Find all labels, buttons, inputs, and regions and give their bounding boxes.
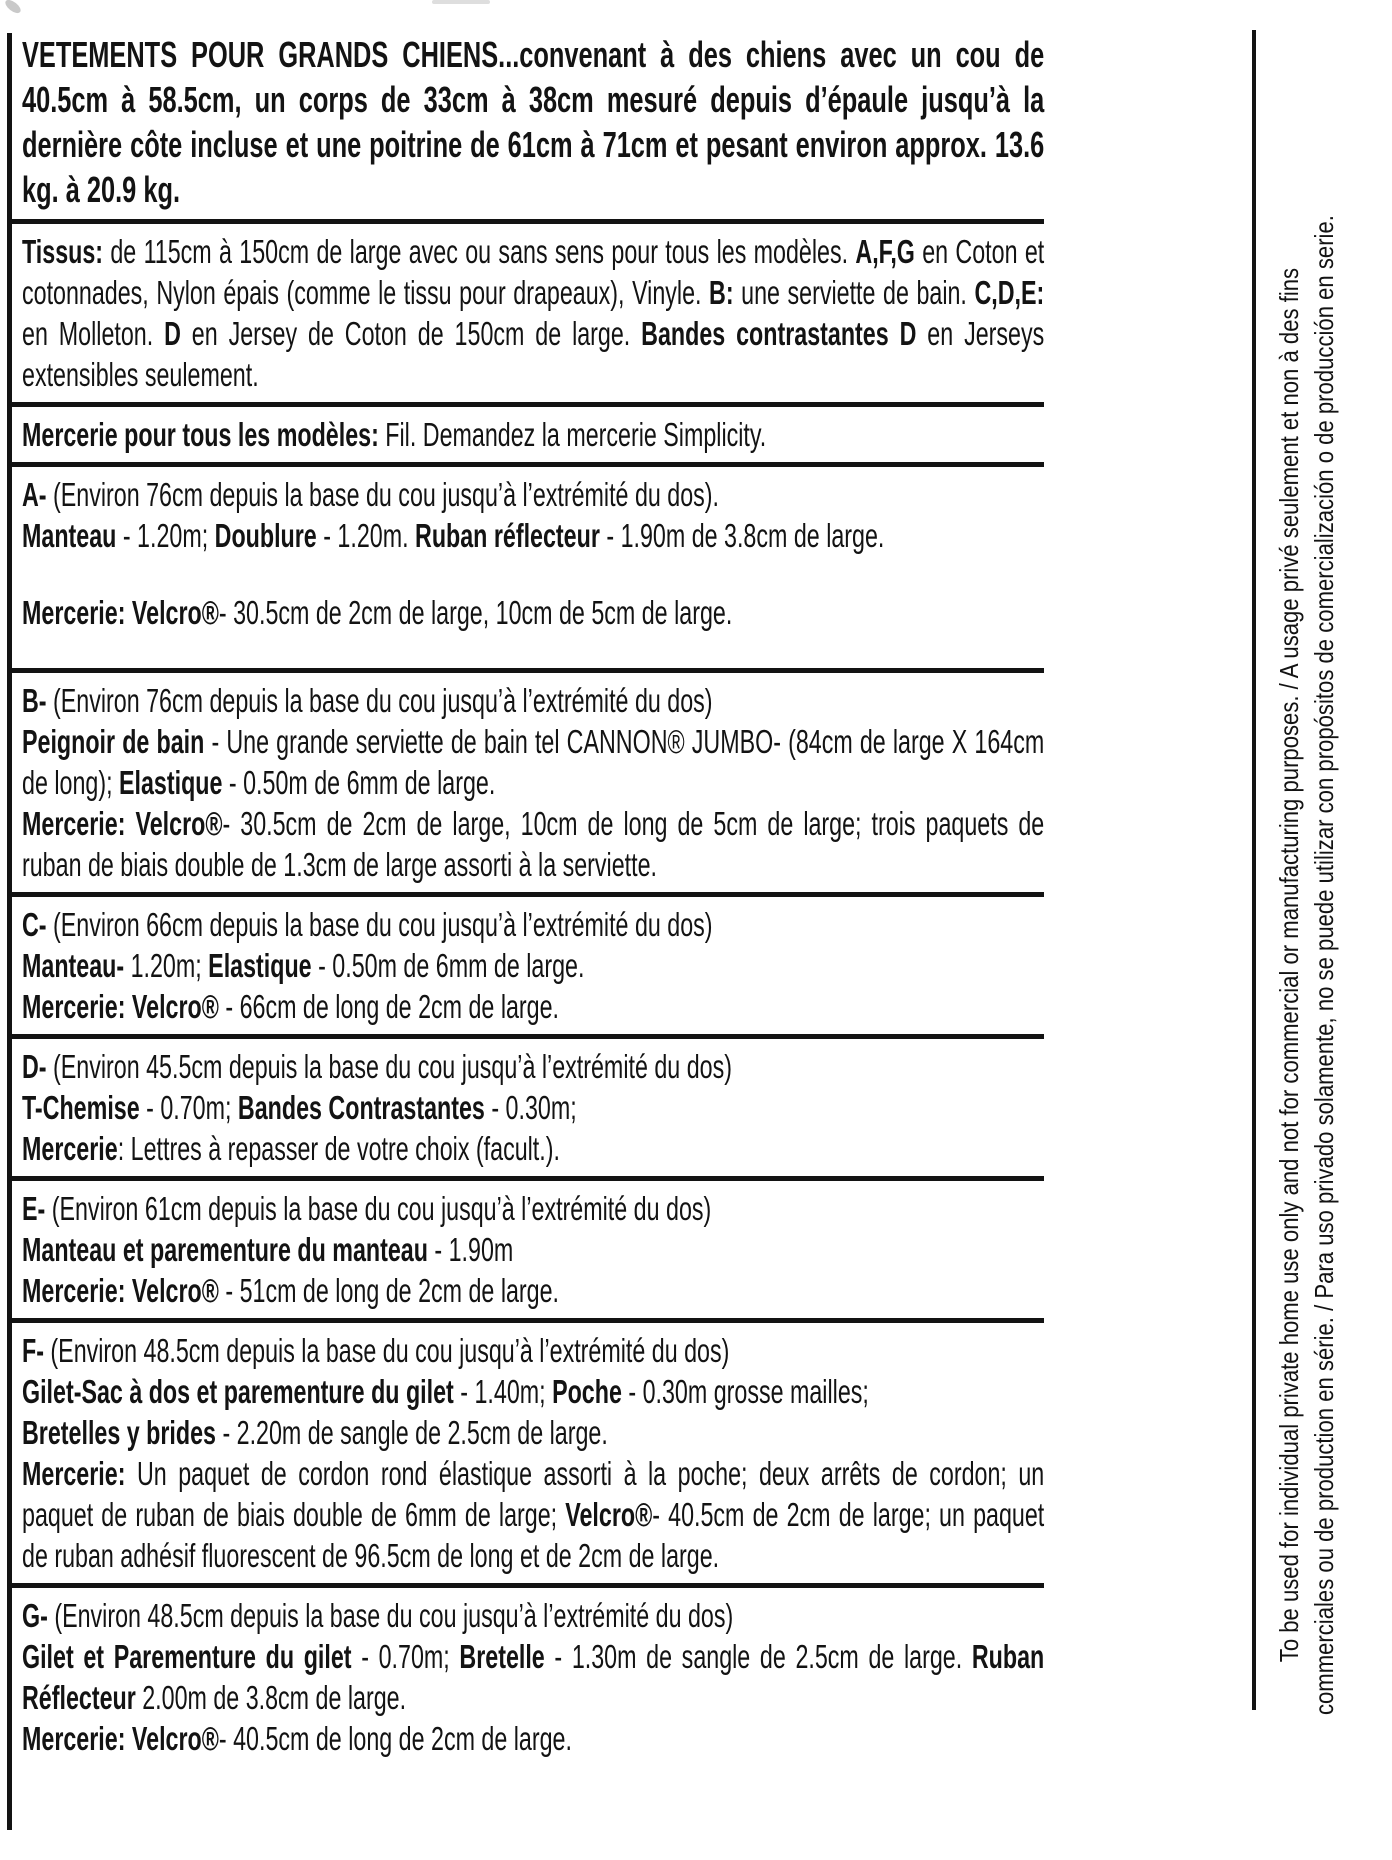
bold-text: G-: [22, 1597, 48, 1634]
text: en Molleton.: [22, 315, 165, 352]
vue-b-mercerie-paragraph: [22, 803, 1044, 885]
divider: [8, 1583, 1044, 1588]
bold-text: Mercerie pour tous les modèles:: [22, 416, 379, 453]
text: - 0.70m;: [139, 1089, 238, 1126]
text: (Environ 61cm depuis la base du cou jusqu’à l’extrémité du dos): [45, 1190, 712, 1227]
vue-b-yardage-paragraph: [22, 721, 1044, 803]
vue-a-measure-paragraph: [22, 474, 1044, 515]
vue-f-yardage-paragraph: [22, 1371, 1044, 1412]
text: en Jersey de Coton de 150cm de large.: [180, 315, 642, 352]
bold-text: Manteau: [22, 517, 117, 554]
bold-text: Gilet et Parementure du gilet: [22, 1638, 352, 1675]
text: 2.00m de 3.8cm de large.: [135, 1679, 407, 1716]
vue-a-yardage-paragraph: [22, 515, 1044, 556]
bold-text: Mercerie: Velcro®: [22, 805, 223, 842]
text: - Une grande serviette de bain tel CANNON® JUMBO- (84cm de large X 164cm de long);: [22, 723, 1045, 801]
tissus-paragraph: [22, 231, 1044, 395]
divider: [8, 1034, 1044, 1039]
text: en Jerseys extensibles seulement.: [22, 315, 1045, 393]
side-note-line-1: To be used for individual private home use only and not for commercial or manufacturing purposes. / A usage privé seulement et non à des fins: [1274, 267, 1304, 1663]
text: : Lettres à repasser de votre choix (facult.).: [117, 1130, 560, 1167]
vue-a-mercerie-paragraph: [22, 592, 1044, 633]
section-vue-b: [8, 678, 1044, 887]
text: - 1.20m;: [116, 517, 215, 554]
text-block: [22, 231, 1044, 395]
text: (Environ 66cm depuis la base du cou jusqu’à l’extrémité du dos): [46, 906, 713, 943]
text-block: [22, 1046, 1044, 1169]
vue-d-yardage-paragraph: [22, 1087, 1044, 1128]
vue-b-measure-paragraph: [22, 680, 1044, 721]
bold-text: Tissus:: [22, 233, 104, 270]
section-vue-f: [8, 1328, 1044, 1578]
text: - 30.5cm de 2cm de large, 10cm de long de 5cm de large; trois paquets de ruban de biais double de 1.3cm de large assorti à la serviette.: [22, 805, 1045, 883]
text: - 66cm de long de 2cm de large.: [218, 988, 560, 1025]
text: 1.20m;: [124, 947, 209, 984]
text: (Environ 76cm depuis la base du cou jusqu’à l’extrémité du dos): [46, 682, 713, 719]
text: de 115cm à 150cm de large avec ou sans sens pour tous les modèles.: [103, 233, 856, 270]
vue-g-measure-paragraph: [22, 1595, 1044, 1636]
vue-d-mercerie-paragraph: [22, 1128, 1044, 1169]
bold-text: Mercerie: Velcro®: [22, 988, 219, 1025]
vue-e-measure-paragraph: [22, 1188, 1044, 1229]
text-block: [22, 1330, 1044, 1576]
text-block: [22, 1188, 1044, 1311]
bold-text: Elastique: [119, 764, 223, 801]
text: (Environ 45.5cm depuis la base du cou jusqu’à l’extrémité du dos): [46, 1048, 732, 1085]
bold-text: Bretelle: [459, 1638, 545, 1675]
section-vue-d: [8, 1044, 1044, 1171]
bold-text: A,F,G: [855, 233, 915, 270]
divider: [8, 1318, 1044, 1323]
print-smudge: [432, 0, 490, 4]
notions-yardage-panel: [8, 30, 1044, 1761]
section-vue-a: [8, 472, 1044, 663]
bold-text: F-: [22, 1332, 44, 1369]
mercerie-tous-paragraph: [22, 414, 1044, 455]
section-vue-e: [8, 1186, 1044, 1313]
bold-text: Mercerie: Velcro®: [22, 1720, 219, 1757]
text: - 1.20m.: [316, 517, 416, 554]
bold-text: Bandes Contrastantes: [237, 1089, 485, 1126]
bold-text: C-: [22, 906, 47, 943]
vue-g-yardage-paragraph: [22, 1636, 1044, 1718]
vue-f-straps-paragraph: [22, 1412, 1044, 1453]
divider: [8, 462, 1044, 467]
text: (Environ 48.5cm depuis la base du cou jusqu’à l’extrémité du dos): [47, 1597, 734, 1634]
bold-text: Manteau-: [22, 947, 125, 984]
bold-text: Bretelles y brides: [22, 1414, 216, 1451]
text: - 0.50m de 6mm de large.: [222, 764, 496, 801]
bold-text: Velcro®: [565, 1496, 653, 1533]
text: en Coton et cotonnades, Nylon épais (comme le tissu pour drapeaux), Vinyle.: [22, 233, 1045, 311]
bold-text: Bandes contrastantes D: [641, 315, 917, 352]
bold-text: Gilet-Sac à dos et parementure du gilet: [22, 1373, 454, 1410]
bold-text: Manteau et parementure du manteau: [22, 1231, 428, 1268]
text: - 40.5cm de long de 2cm de large.: [218, 1720, 572, 1757]
vue-c-mercerie-paragraph: [22, 986, 1044, 1027]
text: - 40.5cm de 2cm de large; un paquet de ruban adhésif fluorescent de 96.5cm de long et de 2cm de large.: [22, 1496, 1045, 1574]
text: - 51cm de long de 2cm de large.: [218, 1272, 560, 1309]
text: une serviette de bain.: [733, 274, 975, 311]
bold-text: A-: [22, 476, 47, 513]
bold-text: C,D,E:: [974, 274, 1045, 311]
divider: [8, 402, 1044, 407]
bold-text: VETEMENTS POUR GRANDS CHIENS...convenant à des chiens avec un cou de 40.5cm à 58.5cm, un corps de 33cm à 38cm mesuré depuis d’épaule jusqu’à la dernière côte incluse et une poitrine de 61cm à 71cm et pesant environ approx. 13.6 kg. à 20.9 kg.: [22, 34, 1045, 210]
text: - 0.30m;: [484, 1089, 577, 1126]
text-block: [22, 474, 1044, 633]
text: - 30.5cm de 2cm de large, 10cm de 5cm de large.: [218, 594, 733, 631]
text: - 1.40m;: [453, 1373, 553, 1410]
bold-text: Poche: [552, 1373, 622, 1410]
vue-f-mercerie-paragraph: [22, 1453, 1044, 1576]
text-block: [22, 1595, 1044, 1759]
bold-text: B:: [709, 274, 734, 311]
bold-text: B-: [22, 682, 47, 719]
text: Un paquet de cordon rond élastique assorti à la poche; deux arrêts de cordon; un paquet de ruban de biais double de 6mm de large;: [22, 1455, 1045, 1533]
copyright-side-note: [1272, 140, 1348, 1790]
vue-g-mercerie-paragraph: [22, 1718, 1044, 1759]
side-note-line-2: commerciales ou de production en série. / Para uso privado solamente, no se puede utilizar con propósitos de comercialización o de producción en serie.: [1309, 215, 1339, 1716]
section-vue-g: [8, 1593, 1044, 1761]
text: - 0.70m;: [351, 1638, 460, 1675]
text: - 2.20m de sangle de 2.5cm de large.: [215, 1414, 608, 1451]
bold-text: D-: [22, 1048, 47, 1085]
text-block: [22, 32, 1044, 212]
vue-c-measure-paragraph: [22, 904, 1044, 945]
text: - 1.90m: [427, 1231, 514, 1268]
vue-e-yardage-paragraph: [22, 1229, 1044, 1270]
text: - 0.30m grosse mailles;: [621, 1373, 869, 1410]
divider: [8, 219, 1044, 224]
section-vue-c: [8, 902, 1044, 1029]
bold-text: Doublure: [214, 517, 317, 554]
text-block: [22, 680, 1044, 885]
text-block: [22, 414, 1044, 455]
print-smudge: [3, 0, 23, 16]
bold-text: D: [164, 315, 181, 352]
text-block: [22, 904, 1044, 1027]
section-mercerie-tous-modeles: [8, 412, 1044, 457]
bold-text: Elastique: [208, 947, 312, 984]
bold-text: Mercerie: [22, 1130, 118, 1167]
text: (Environ 76cm depuis la base du cou jusqu’à l’extrémité du dos).: [46, 476, 720, 513]
text: (Environ 48.5cm depuis la base du cou jusqu’à l’extrémité du dos): [43, 1332, 730, 1369]
text: - 0.50m de 6mm de large.: [311, 947, 585, 984]
right-border-line: [1252, 30, 1256, 1710]
bold-text: T-Chemise: [22, 1089, 140, 1126]
text: Fil. Demandez la mercerie Simplicity.: [378, 416, 767, 453]
vue-f-measure-paragraph: [22, 1330, 1044, 1371]
divider: [8, 892, 1044, 897]
bold-text: Mercerie:: [22, 1455, 126, 1492]
size-intro-paragraph: [22, 32, 1044, 212]
bold-text: E-: [22, 1190, 46, 1227]
divider: [8, 668, 1044, 673]
bold-text: Mercerie: Velcro®: [22, 1272, 219, 1309]
bold-text: Ruban réflecteur: [415, 517, 600, 554]
text: - 1.90m de 3.8cm de large.: [599, 517, 885, 554]
divider: [8, 1176, 1044, 1181]
bold-text: Peignoir de bain: [22, 723, 205, 760]
vue-d-measure-paragraph: [22, 1046, 1044, 1087]
text: - 1.30m de sangle de 2.5cm de large.: [544, 1638, 972, 1675]
vue-e-mercerie-paragraph: [22, 1270, 1044, 1311]
vue-c-yardage-paragraph: [22, 945, 1044, 986]
section-size-intro: [8, 30, 1044, 214]
bold-text: Mercerie: Velcro®: [22, 594, 219, 631]
bold-text: Ruban Réflecteur: [22, 1638, 1045, 1716]
section-tissus: [8, 229, 1044, 397]
